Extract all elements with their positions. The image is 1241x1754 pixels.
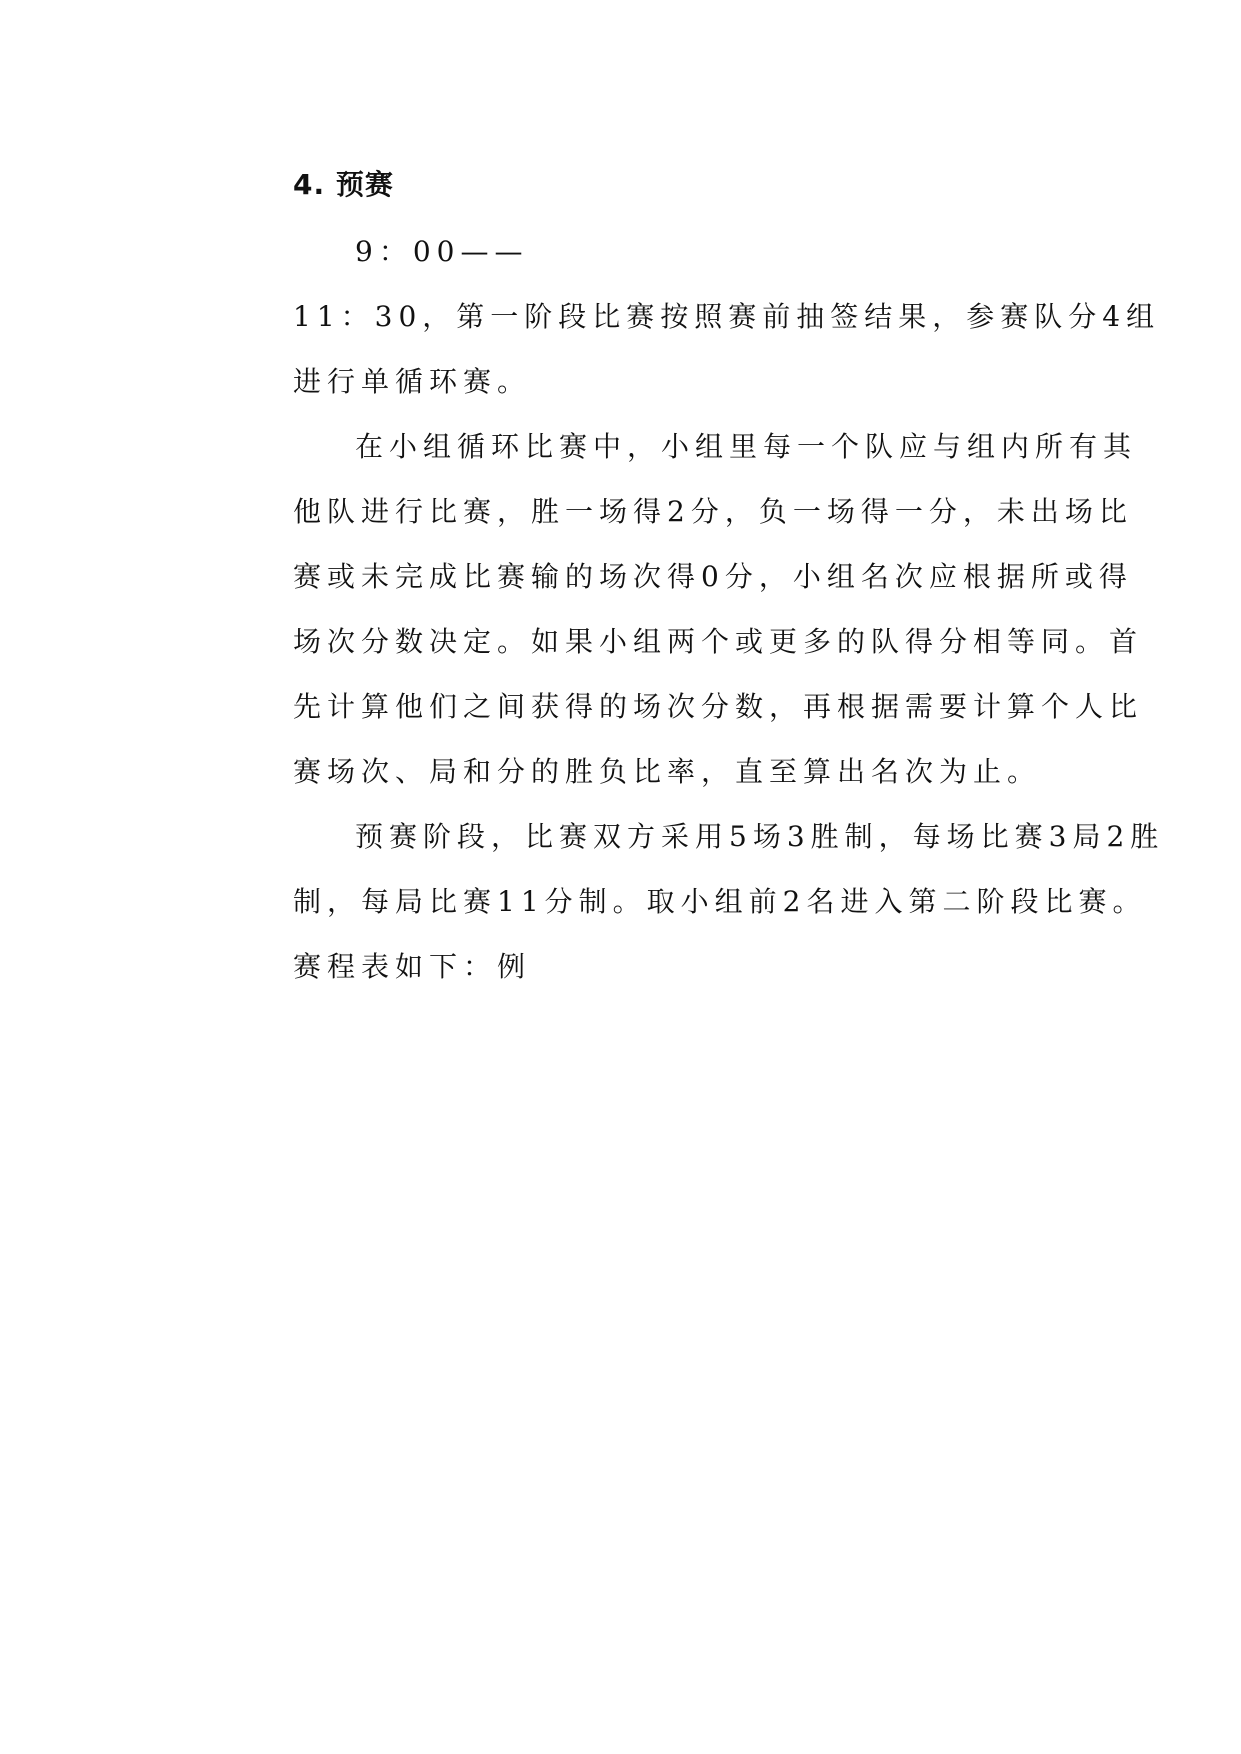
body-line-time-end: 11：30，第一阶段比赛按照赛前抽签结果，参赛队分4组 — [293, 300, 1161, 333]
body-line: 在小组循环比赛中，小组里每一个队应与组内所有其 — [355, 430, 1138, 463]
body-line: 制，每局比赛11分制。取小组前2名进入第二阶段比赛。 — [293, 885, 1147, 918]
body-line: 先计算他们之间获得的场次分数，再根据需要计算个人比 — [293, 690, 1144, 723]
body-line-time-start: 9：00—— — [355, 235, 529, 268]
section-heading: 4. 预赛 — [293, 168, 394, 201]
body-line-schedule-intro: 赛程表如下：例 — [293, 950, 532, 983]
body-line: 场次分数决定。如果小组两个或更多的队得分相等同。首 — [293, 625, 1144, 658]
body-line: 赛场次、局和分的胜负比率，直至算出名次为止。 — [293, 755, 1042, 788]
body-line: 赛或未完成比赛输的场次得0分，小组名次应根据所或得 — [293, 560, 1133, 593]
body-line: 预赛阶段，比赛双方采用5场3胜制，每场比赛3局2胜 — [355, 820, 1165, 853]
body-line: 进行单循环赛。 — [293, 365, 532, 398]
body-line: 他队进行比赛，胜一场得2分，负一场得一分，未出场比 — [293, 495, 1133, 528]
